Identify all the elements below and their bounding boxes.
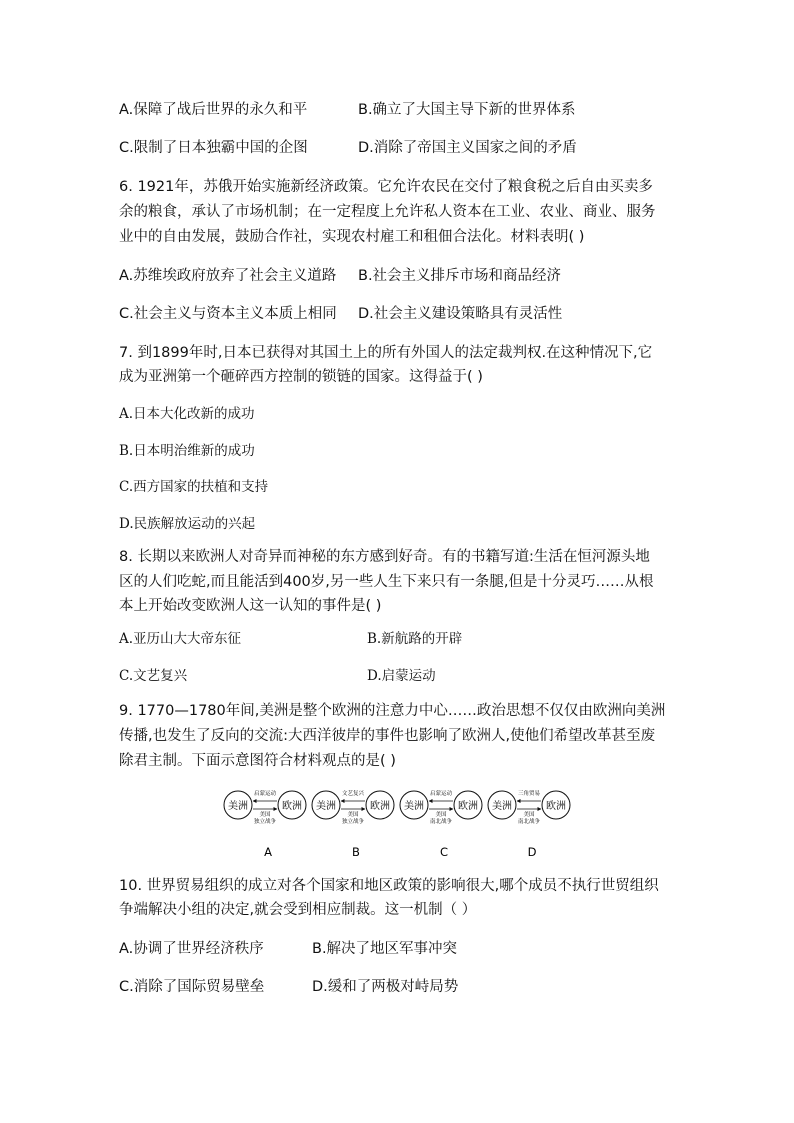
top-arrow-label: 启蒙运动 (429, 791, 453, 797)
diagram-panel-a (224, 789, 306, 859)
q7-option-b: B.日本明治维新的成功 (119, 443, 255, 459)
q6-stem-line-2: 余的粮食，承认了市场机制；在一定程度上允许私人资本在工业、农业、商业、服务 (119, 204, 656, 220)
q9-stem-line-2: 传播,也发生了反向的交流:大西洋彼岸的事件也影响了欧洲人,使他们希望改革甚至废 (119, 728, 656, 744)
europe-label: 欧洲 (282, 801, 302, 812)
q10-option-c: C.消除了国际贸易壁垒 (119, 979, 265, 995)
diagram-option-letter: C (439, 845, 449, 859)
q8-stem-line-3: 本上开始改变欧洲人这一认知的事件是( ) (119, 598, 382, 614)
top-arrow-label: 文艺复兴 (341, 791, 365, 797)
bottom-arrow-label-1: 美国 (523, 812, 535, 818)
q8-option-a: A.亚历山大大帝东征 (119, 631, 242, 647)
q8-option-b: B.新航路的开辟 (367, 631, 463, 647)
q6-option-b: B.社会主义排斥市场和商品经济 (358, 268, 562, 284)
bottom-arrow-label-1: 美国 (259, 812, 271, 818)
europe-label: 欧洲 (458, 801, 478, 812)
america-label: 美洲 (492, 801, 512, 812)
q5-option-d: D.消除了帝国主义国家之间的矛盾 (358, 140, 577, 156)
diagram-panel-b (312, 789, 394, 859)
q7-option-c: C.西方国家的扶植和支持 (119, 479, 269, 495)
top-arrow-label: 三角贸易 (517, 791, 541, 797)
diagram-panel-c (400, 789, 482, 859)
q6-option-a: A.苏维埃政府放弃了社会主义道路 (119, 268, 337, 284)
bottom-arrow-label-2: 独立战争 (341, 819, 365, 825)
europe-label: 欧洲 (370, 801, 390, 812)
america-label: 美洲 (228, 801, 248, 812)
europe-label: 欧洲 (546, 801, 566, 812)
q9-stem-line-3: 除君主制。下面示意图符合材料观点的是( ) (119, 753, 396, 769)
bottom-arrow-label-1: 美国 (347, 812, 359, 818)
america-label: 美洲 (316, 801, 336, 812)
q10-stem-line-1: 10. 世界贸易组织的成立对各个国家和地区政策的影响很大,哪个成员不执行世贸组织 (119, 878, 659, 894)
q6-stem-line-3: 业中的自由发展，鼓励合作社，实现农村雇工和租佃合法化。材料表明( ) (119, 229, 585, 245)
bottom-arrow-label-1: 美国 (435, 812, 447, 818)
diagram-option-letter: A (264, 845, 272, 859)
q5-option-a: A.保障了战后世界的永久和平 (119, 102, 308, 118)
q6-option-c: C.社会主义与资本主义本质上相同 (119, 306, 337, 322)
diagram-option-letter: D (527, 845, 537, 859)
q8-stem-line-2: 区的人们吃蛇,而且能活到400岁,另一些人生下来只有一条腿,但是十分灵巧……从根 (119, 574, 654, 590)
q8-stem-line-1: 8. 长期以来欧洲人对奇异而神秘的东方感到好奇。有的书籍写道:生活在恒河源头地 (119, 549, 650, 565)
q9-stem-line-1: 9. 1770—1780年间,美洲是整个欧洲的注意力中心……政治思想不仅仅由欧洲向美洲 (119, 703, 666, 719)
q7-option-a: A.日本大化改新的成功 (119, 406, 255, 422)
top-arrow-label: 启蒙运动 (253, 791, 277, 797)
q10-option-b: B.解决了地区军事冲突 (312, 941, 458, 957)
diagram-panel-d (488, 789, 570, 859)
q5-option-b: B.确立了大国主导下新的世界体系 (358, 102, 576, 118)
bottom-arrow-label-2: 独立战争 (253, 819, 277, 825)
q6-option-d: D.社会主义建设策略具有灵活性 (358, 306, 563, 322)
q10-stem-line-2: 争端解决小组的决定,就会受到相应制裁。这一机制（ ） (119, 902, 477, 918)
q5-option-c: C.限制了日本独霸中国的企图 (119, 140, 308, 156)
america-label: 美洲 (404, 801, 424, 812)
q8-option-c: C.文艺复兴 (119, 668, 188, 684)
diagram-option-letter: B (352, 845, 360, 859)
q9-relation-diagram (222, 786, 572, 864)
q8-option-d: D.启蒙运动 (367, 668, 436, 684)
q7-stem-line-2: 成为亚洲第一个砸碎西方控制的锁链的国家。这得益于( ) (119, 369, 483, 385)
q7-stem-line-1: 7. 到1899年时,日本已获得对其国土上的所有外国人的法定裁判权.在这种情况下,它 (119, 345, 653, 361)
q10-option-a: A.协调了世界经济秩序 (119, 941, 264, 957)
q7-option-d: D.民族解放运动的兴起 (119, 516, 256, 532)
bottom-arrow-label-2: 南北战争 (429, 819, 453, 825)
q10-option-d: D.缓和了两极对峙局势 (312, 979, 459, 995)
q6-stem-line-1: 6. 1921年，苏俄开始实施新经济政策。它允许农民在交付了粮食税之后自由买卖多 (119, 179, 653, 195)
bottom-arrow-label-2: 南北战争 (517, 819, 541, 825)
